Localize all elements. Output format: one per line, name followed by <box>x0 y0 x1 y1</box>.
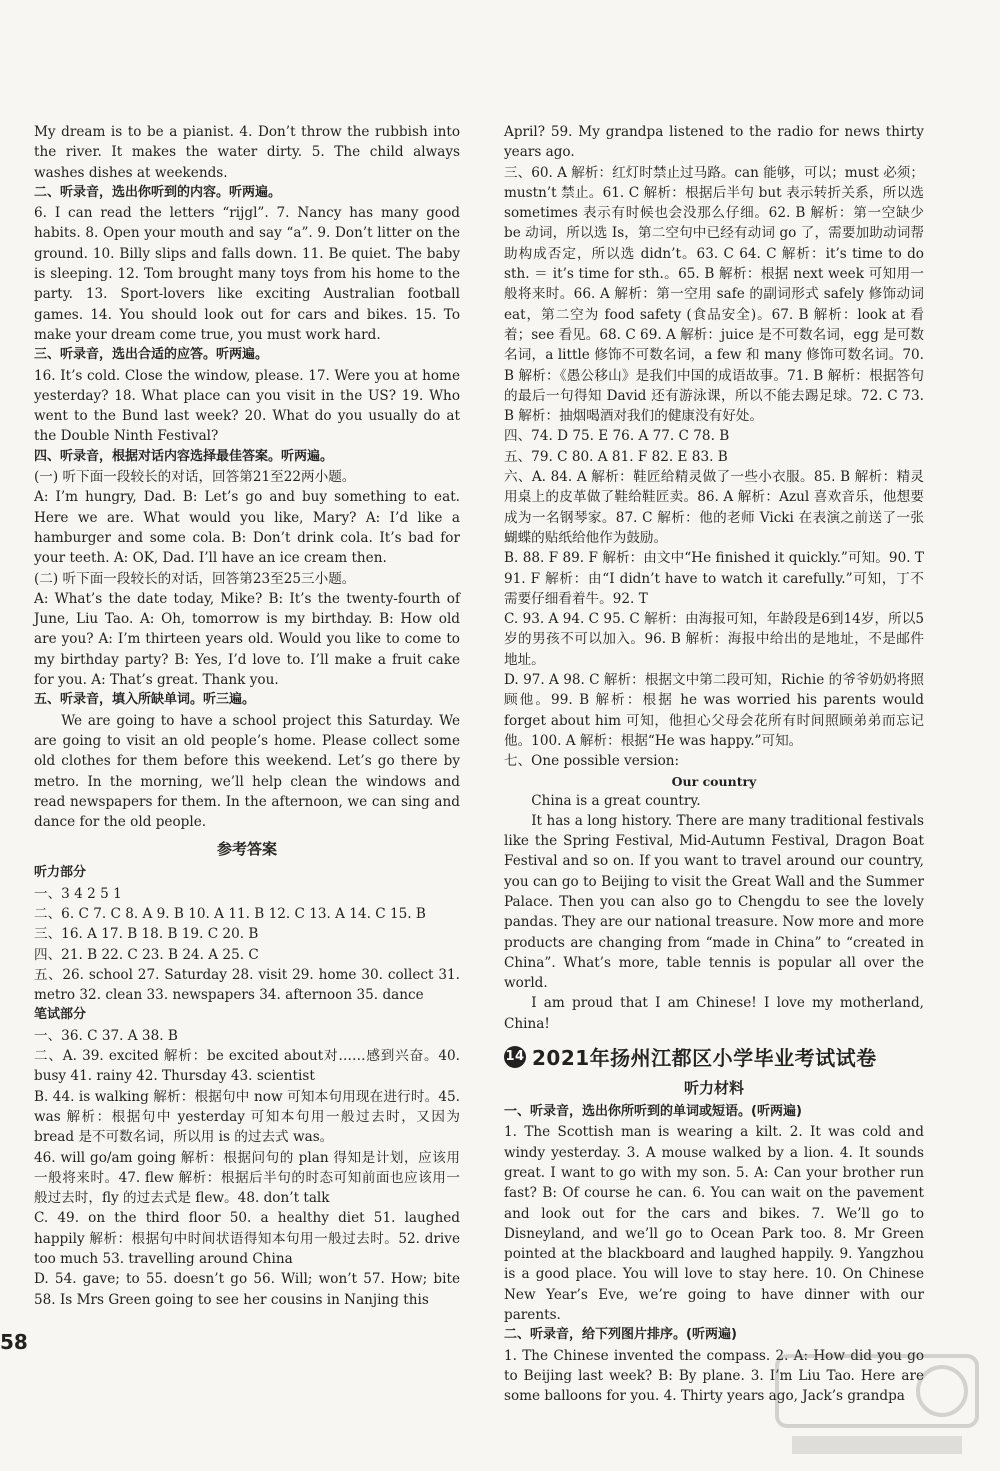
section-label: 三、听录音，选出合适的应答。听两遍。 <box>34 347 269 363</box>
right-column <box>504 122 924 1407</box>
text-paragraph: C. 49. on the third floor 50. a healthy diet 51. laughed happily 解析：根据句中时间状语得知本句用一般过去时。52. drive too much 53. travelling around China <box>34 1210 460 1268</box>
text-paragraph: 一、36. C 37. A 38. B <box>34 1027 178 1044</box>
text-paragraph: 五、26. school 27. Saturday 28. visit 29. home 30. collect 31. metro 32. clean 33. newspapers 34. afternoon 35. dance <box>34 966 460 1004</box>
text-paragraph: My dream is to be a pianist. 4. Don’t throw the rubbish into the river. It makes the water dirty. 5. The child always washes dishes at weekends. <box>34 124 460 181</box>
answer-section <box>504 122 924 1034</box>
text-paragraph: D. 54. gave; to 55. doesn’t go 56. Will; won’t 57. How; bite 58. Is Mrs Green going to see her cousins in Nanjing this <box>34 1271 460 1308</box>
text-paragraph: 四、74. D 75. E 76. A 77. C 78. B <box>504 428 730 445</box>
text-paragraph: 1. The Scottish man is wearing a kilt. 2. It was cold and windy yesterday. 3. A mouse walked by a lion. 4. It sounds great. I want to go with my son. 5. A: Can your brother run fast? B: Of course he can. 6. You can wait on the pavement and look out for the cars and bikes. 7. We’ll go to Disneyland, and we’ll go to Ocean Park too. 8. Mr Green pointed at the blackboard and laughed happily. 9. Yangzhou is a good place. You will love to stay here. 10. On Chinese New Year’s Eve, we’re going to have dinner with our parents. <box>504 1124 924 1324</box>
text-paragraph: B. 88. F 89. F 解析：由文中“He finished it quickly.”可知。90. T 91. F 解析：由“I didn’t have to watch it carefully.”可知，丁不需要仔细看着牛。92. T <box>504 550 924 607</box>
text-paragraph: A: I’m hungry, Dad. B: Let’s go and buy something to eat. Here we are. What would you like, Mary? A: I’d like a hamburger and some cola. B: Don’t drink cola. It’s bad for your teeth. A: OK, Dad. I’ll have an ice cream then. <box>34 489 460 567</box>
text-paragraph: I am proud that I am Chinese! I love my motherland, China! <box>504 995 924 1032</box>
text-paragraph: C. 93. A 94. C 95. C 解析：由海报可知，年龄段是6到14岁，所以5岁的男孩不可以加入。96. B 解析：海报中给出的是地址，不是邮件地址。 <box>504 611 924 668</box>
text-paragraph: (一) 听下面一段较长的对话，回答第21至22两小题。 <box>34 469 356 486</box>
section-label: 二、听录音，选出你听到的内容。听两遍。 <box>34 184 282 200</box>
section-heading: 参考答案 <box>216 840 277 859</box>
text-paragraph: 五、79. C 80. A 81. F 82. E 83. B <box>504 448 728 465</box>
essay-title: Our country <box>671 773 757 789</box>
text-paragraph: 二、6. C 7. C 8. A 9. B 10. A 11. B 12. C 13. A 14. C 15. B <box>34 905 426 922</box>
text-paragraph: 46. will go/am going 解析：根据问句的 plan 得知是计划，应该用一般将来时。47. flew 解析：根据后半句的时态可知前面也应该用一般过去时，fly 的过去式是 flew。48. don’t talk <box>34 1149 460 1207</box>
watermark-logo <box>772 1351 982 1461</box>
exam-title-text: 2021年扬州江都区小学毕业考试试卷 <box>532 1046 877 1071</box>
text-paragraph: It has a long history. There are many traditional festivals like the Spring Festival, Mid-Autumn Festival, Dragon Boat Festival and so on. If you want to travel around our country, you can go to Beijing to visit the Great Wall and the Summer Palace. Then you can also go to Chengdu to see the lovely pandas. They are our national treasure. Now more and more products are changing from “made in China” to “created in China”. What’s more, table tennis is popular all over the world. <box>504 812 924 992</box>
listening-material-heading: 听力材料 <box>683 1079 744 1098</box>
text-paragraph: 1. The Chinese invented the compass. 2. A: How did you go to Beijing last week? B: By plane. 3. I’m Liu Tao. Here are some balloons for you. 4. Thirty years ago, Jack’s grandpa <box>504 1347 924 1405</box>
text-paragraph: 七、One possible version: <box>504 753 680 770</box>
exam-title <box>504 1042 924 1071</box>
text-paragraph: We are going to have a school project this Saturday. We are going to visit an old people’s home. Please collect some old clothes for them before this weekend. Let’s go there by metro. In the morning, we’ll help clean the windows and read newspapers for them. In the afternoon, we can sing and dance for the old people. <box>34 712 460 831</box>
section-label: 一、听录音，选出你所听到的单词或短语。(听两遍) <box>504 1104 802 1120</box>
text-paragraph: 一、3 4 2 5 1 <box>34 885 122 902</box>
section-label: 二、听录音，给下列图片排序。(听两遍) <box>504 1327 737 1343</box>
text-paragraph: 二、A. 39. excited 解析：be excited about对……感到兴奋。40. busy 41. rainy 42. Thursday 43. scientist <box>34 1048 460 1085</box>
section-label: 五、听录音，填入所缺单词。听三遍。 <box>34 692 256 708</box>
text-paragraph: 四、21. B 22. C 23. B 24. A 25. C <box>34 946 259 963</box>
text-paragraph: (二) 听下面一段较长的对话，回答第23至25三小题。 <box>34 570 356 587</box>
text-paragraph: April? 59. My grandpa listened to the radio for news thirty years ago. <box>504 124 924 161</box>
section-label: 四、听录音，根据对话内容选择最佳答案。听两遍。 <box>34 448 334 464</box>
text-paragraph: 16. It’s cold. Close the window, please. 17. Were you at home yesterday? 18. What place can you visit in the US? 19. Who went to the Bund last week? 20. What do you usually do at the Double Ninth Festival? <box>34 367 460 445</box>
text-paragraph: 6. I can read the letters “rijgl”. 7. Nancy has many good habits. 8. Open your mouth and say “a”. 9. Don’t litter on the ground. 10. Billy slips and falls down. 11. Be quiet. The baby is sleeping. 12. Tom brought many toys from his home to the party. 13. Sport-lovers like exciting Australian football games. 14. You should look out for cars and bikes. 15. To make your dream come true, you must work hard. <box>34 205 460 343</box>
text-paragraph: B. 44. is walking 解析：根据句中 now 可知本句用现在进行时。45. was 解析：根据句中 yesterday 可知本句用一般过去时，又因为 bread 是不可数名词，所以用 is 的过去式 was。 <box>34 1088 460 1146</box>
left-column <box>34 122 460 1310</box>
exam-number-badge: 14 <box>504 1046 526 1068</box>
section-label: 听力部分 <box>34 865 87 881</box>
text-paragraph: 六、A. 84. A 解析：鞋匠给精灵做了一些小衣服。85. B 解析：精灵用桌上的皮革做了鞋给鞋匠卖。86. A 解析：Azul 喜欢音乐，他想要成为一名钢琴家。87. C 解析：他的老师 Vicki 在表演之前送了一张蝴蝶的贴纸给他作为鼓励。 <box>504 469 924 546</box>
page-number: 58 <box>0 1330 28 1354</box>
text-paragraph: D. 97. A 98. C 解析：根据文中第二段可知，Richie 的爷爷奶奶将照顾他。99. B 解析：根据 he was worried his parents would forget about him 可知，他担心父母会花所有时间照顾弟弟而忘记他。100. A 解析：根据“He was happy.”可知。 <box>504 672 924 749</box>
text-paragraph: China is a great country. <box>531 792 701 809</box>
text-paragraph: 三、16. A 17. B 18. B 19. C 20. B <box>34 926 259 943</box>
text-paragraph: A: What’s the date today, Mike? B: It’s the twenty-fourth of June, Liu Tao. A: Oh, tomorrow is my birthday. B: How old are you? A: I’m thirteen years old. Would you like to come to my birthday party? B: Yes, I’d love to. I’ll make a fruit cake for you. A: That’s great. Thank you. <box>34 590 460 689</box>
section-label: 笔试部分 <box>34 1007 87 1023</box>
text-paragraph: 三、60. A 解析：红灯时禁止过马路。can 能够，可以；must 必须；mustn’t 禁止。61. C 解析：根据后半句 but 表示转折关系，所以选 sometimes 表示有时候也会没那么仔细。62. B 解析：第一空缺少 be 动词，所以选 Is，第二空句中已经有动词 go 了，需要加助动词帮助构成否定，所以选 didn’t。63. C 64. C 解析：it’s time to do sth. ＝ it’s time for sth.。65. B 解析：根据 next week 可知用一般将来时。66. A 解析：第一空用 safe 的副词形式 safely 修饰动词 eat，第二空为 food safety (食品安全)。67. B 解析：look at 看着；see 看见。68. C 69. A 解析：juice 是不可数名词，egg 是可数名词，a little 修饰不可数名词，a few 和 many 修饰可数名词。70. B 解析：《愚公移山》是我们中国的成语故事。71. B 解析：根据答句的最后一句得知 David 还有游泳课，所以不能去踢足球。72. C 73. B 解析：抽烟喝酒对我们的健康没有好处。 <box>504 164 924 425</box>
